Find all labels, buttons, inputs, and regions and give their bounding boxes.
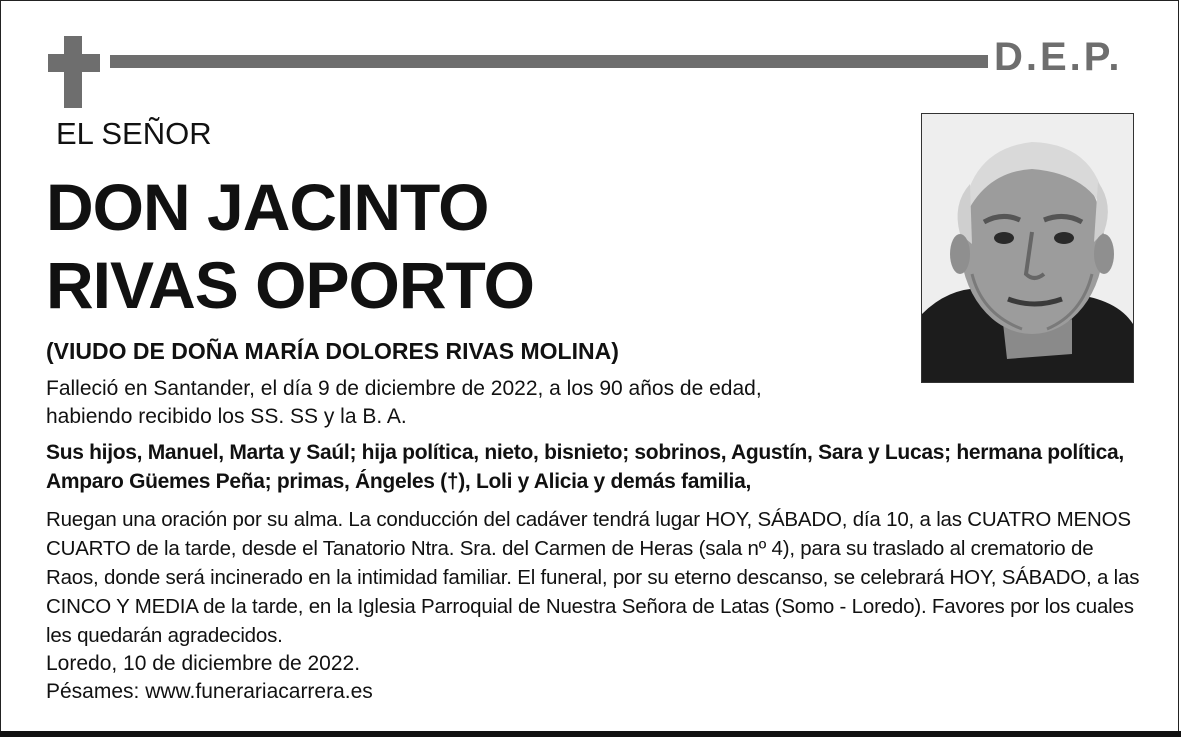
portrait-photo (921, 113, 1134, 383)
family-list: Sus hijos, Manuel, Marta y Saúl; hija política, nieto, bisnieto; sobrinos, Agustín, Sara y Lucas; hermana política, Amparo Güemes Peña; primas, Ángeles (†), Loli y Alicia y demás familia, (46, 441, 1124, 493)
honorific: EL SEÑOR (56, 116, 212, 151)
widower-note: (VIUDO DE DOÑA MARÍA DOLORES RIVAS MOLINA) (46, 338, 619, 364)
funeral-arrangements: Ruegan una oración por su alma. La conducción del cadáver tendrá lugar HOY, SÁBADO, día 10, a las CUATRO MENOS CUARTO de la tarde, desde el Tanatorio Ntra. Sra. del Carmen de Heras (sala nº 4), para su traslado al crematorio de Raos, donde será incinerado en la intimidad familiar. El funeral, por su eterno descanso, se celebrará HOY, SÁBADO, a las CINCO Y MEDIA de la tarde, en la Iglesia Parroquial de Nuestra Señora de Latas (Somo - Loredo). Favores por los cuales les quedarán agradecidos. (46, 508, 1140, 647)
place-date: Loredo, 10 de diciembre de 2022. (46, 652, 361, 675)
dep-label: D.E.P. (994, 35, 1123, 79)
condolences-link[interactable]: Pésames: www.funerariacarrera.es (46, 680, 373, 703)
header-rule (110, 55, 988, 68)
bottom-bar (0, 731, 1181, 737)
portrait-illustration (922, 114, 1133, 382)
cross-icon (48, 36, 100, 108)
deceased-name-line1: DON JACINTO (46, 170, 489, 244)
death-details-line2: habiendo recibido los SS. SS y la B. A. (46, 405, 407, 428)
death-details-line1: Falleció en Santander, el día 9 de diciembre de 2022, a los 90 años de edad, (46, 377, 762, 400)
death-details (46, 375, 846, 431)
deceased-name-line2: RIVAS OPORTO (46, 248, 534, 322)
